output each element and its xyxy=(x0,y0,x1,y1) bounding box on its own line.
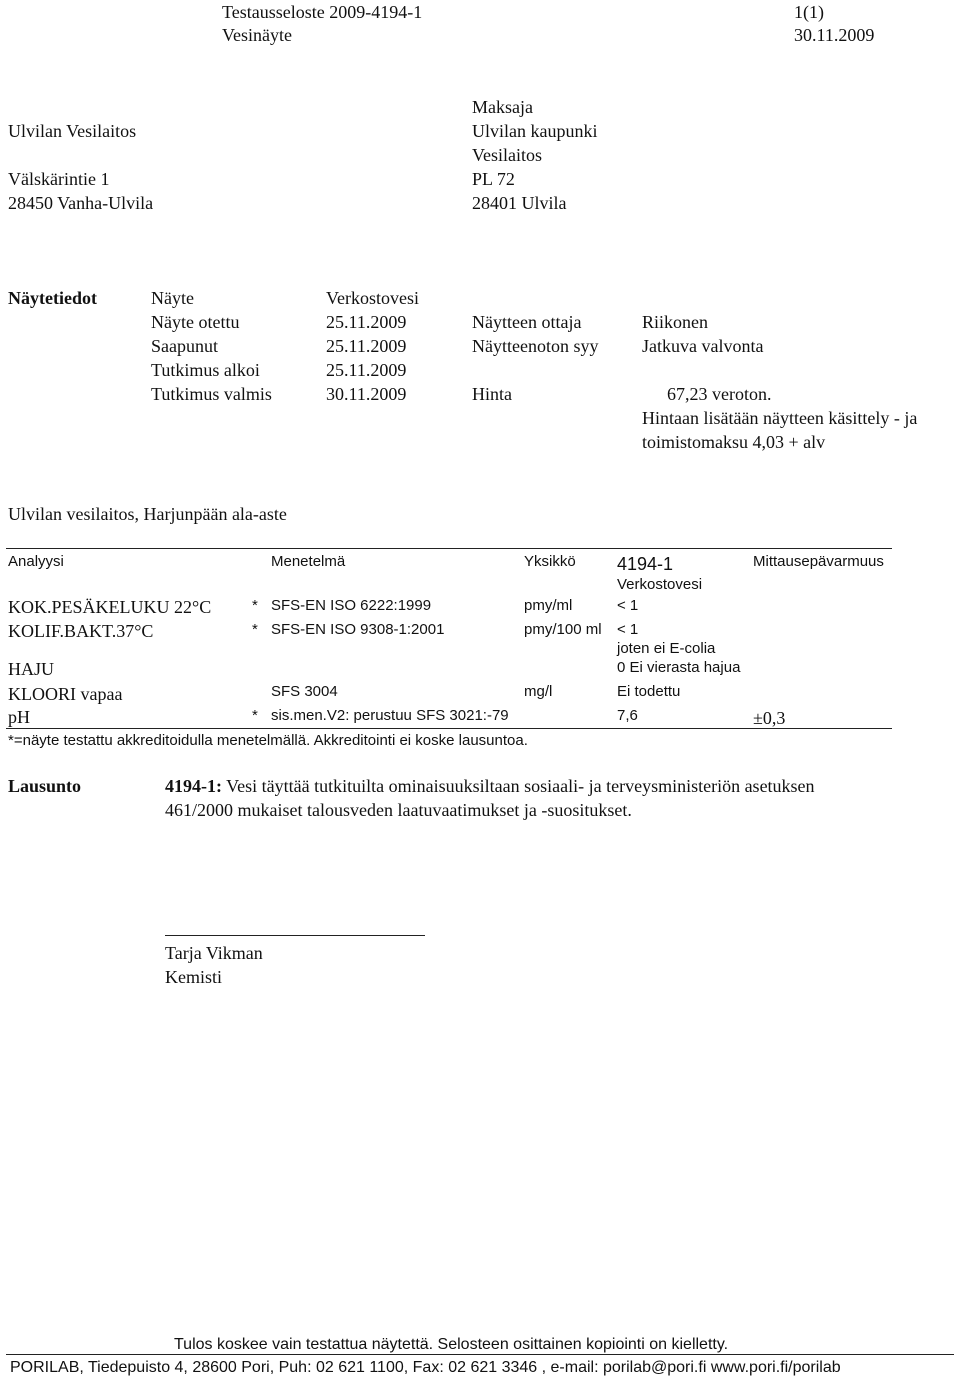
col-header-sample-id: 4194-1 xyxy=(617,554,674,574)
sampler-value: Riikonen xyxy=(642,312,708,332)
reason-value: Jatkuva valvonta xyxy=(642,336,764,356)
taken-value: 25.11.2009 xyxy=(326,312,407,332)
analysis-unit: pmy/ml xyxy=(524,597,573,614)
col-header-sample-type: Verkostovesi xyxy=(617,576,703,593)
analysis-unit: mg/l xyxy=(524,683,553,700)
sample-value: Verkostovesi xyxy=(326,288,419,308)
table-footnote: *=näyte testattu akkreditoidulla menetelmällä. Akkreditointi ei koske lausuntoa. xyxy=(8,732,528,749)
col-header-method: Menetelmä xyxy=(271,553,346,570)
payer-line1: Ulvilan kaupunki xyxy=(472,121,598,141)
analysis-name: KOK.PESÄKELUKU 22°C xyxy=(8,597,212,617)
analysis-uncertainty: ±0,3 xyxy=(753,708,786,728)
statement-line-1 xyxy=(165,774,815,798)
finished-label: Tutkimus valmis xyxy=(151,384,272,404)
customer-street: Välskärintie 1 xyxy=(8,169,110,189)
analysis-method: SFS 3004 xyxy=(271,683,338,700)
price-note-2: toimistomaksu 4,03 + alv xyxy=(642,432,826,452)
signer-name: Tarja Vikman xyxy=(165,943,263,963)
analysis-result: 0 Ei vierasta hajua xyxy=(617,659,741,676)
arrived-label: Saapunut xyxy=(151,336,218,356)
finished-value: 30.11.2009 xyxy=(326,384,407,404)
analysis-name: HAJU xyxy=(8,659,55,679)
table-top-rule xyxy=(6,548,892,549)
analysis-name: KLOORI vapaa xyxy=(8,684,123,704)
analysis-result: < 1 xyxy=(617,621,639,638)
customer-postal: 28450 Vanha-Ulvila xyxy=(8,193,154,213)
statement-id: 4194-1: xyxy=(165,776,222,796)
col-header-analysis: Analyysi xyxy=(8,553,64,570)
analysis-unit: pmy/100 ml xyxy=(524,621,602,638)
sample-location: Ulvilan vesilaitos, Harjunpään ala-aste xyxy=(8,504,287,524)
signer-title: Kemisti xyxy=(165,967,222,987)
sample-section-label: Näytetiedot xyxy=(8,288,97,308)
price-value: 67,23 veroton. xyxy=(667,384,772,404)
statement-text-1: Vesi täyttää tutkituilta ominaisuuksiltaan sosiaali- ja terveysministeriön asetuksen xyxy=(222,776,815,796)
report-date: 30.11.2009 xyxy=(794,25,875,45)
payer-label: Maksaja xyxy=(472,97,533,117)
report-subtitle: Vesinäyte xyxy=(222,25,292,45)
sample-label: Näyte xyxy=(151,288,194,308)
footer-rule xyxy=(6,1354,954,1355)
reason-label: Näytteenoton syy xyxy=(472,336,599,356)
arrived-value: 25.11.2009 xyxy=(326,336,407,356)
analysis-name: KOLIF.BAKT.37°C xyxy=(8,621,154,641)
sampler-label: Näytteen ottaja xyxy=(472,312,582,332)
accreditation-star: * xyxy=(252,707,258,724)
customer-name: Ulvilan Vesilaitos xyxy=(8,121,137,141)
started-label: Tutkimus alkoi xyxy=(151,360,260,380)
analysis-result: 7,6 xyxy=(617,707,638,724)
footer-address: PORILAB, Tiedepuisto 4, 28600 Pori, Puh: 02 621 1100, Fax: 02 621 3346 , e-mail: porilab@pori.fi www.pori.fi/porilab xyxy=(10,1359,841,1376)
analysis-result: < 1 xyxy=(617,597,639,614)
payer-line4: 28401 Ulvila xyxy=(472,193,567,213)
payer-line3: PL 72 xyxy=(472,169,515,189)
payer-line2: Vesilaitos xyxy=(472,145,542,165)
price-note-1: Hintaan lisätään näytteen käsittely - ja xyxy=(642,408,918,428)
analysis-method: sis.men.V2: perustuu SFS 3021:-79 xyxy=(271,707,509,724)
started-value: 25.11.2009 xyxy=(326,360,407,380)
taken-label: Näyte otettu xyxy=(151,312,240,332)
col-header-unit: Yksikkö xyxy=(524,553,576,570)
analysis-result-note: joten ei E-colia xyxy=(617,640,716,657)
statement-label: Lausunto xyxy=(8,776,82,796)
price-label: Hinta xyxy=(472,384,512,404)
analysis-method: SFS-EN ISO 9308-1:2001 xyxy=(271,621,445,638)
analysis-method: SFS-EN ISO 6222:1999 xyxy=(271,597,432,614)
page-number: 1(1) xyxy=(794,2,824,22)
statement-line-2: 461/2000 mukaiset talousveden laatuvaatimukset ja -suositukset. xyxy=(165,800,632,820)
footer-note: Tulos koskee vain testattua näytettä. Selosteen osittainen kopiointi on kielletty. xyxy=(174,1336,729,1353)
accreditation-star: * xyxy=(252,621,258,638)
analysis-name: pH xyxy=(8,707,30,727)
report-title: Testausseloste 2009-4194-1 xyxy=(222,2,423,22)
col-header-uncertainty: Mittausepävarmuus xyxy=(753,553,884,570)
signature-line xyxy=(165,935,425,936)
analysis-result: Ei todettu xyxy=(617,683,681,700)
accreditation-star: * xyxy=(252,597,258,614)
